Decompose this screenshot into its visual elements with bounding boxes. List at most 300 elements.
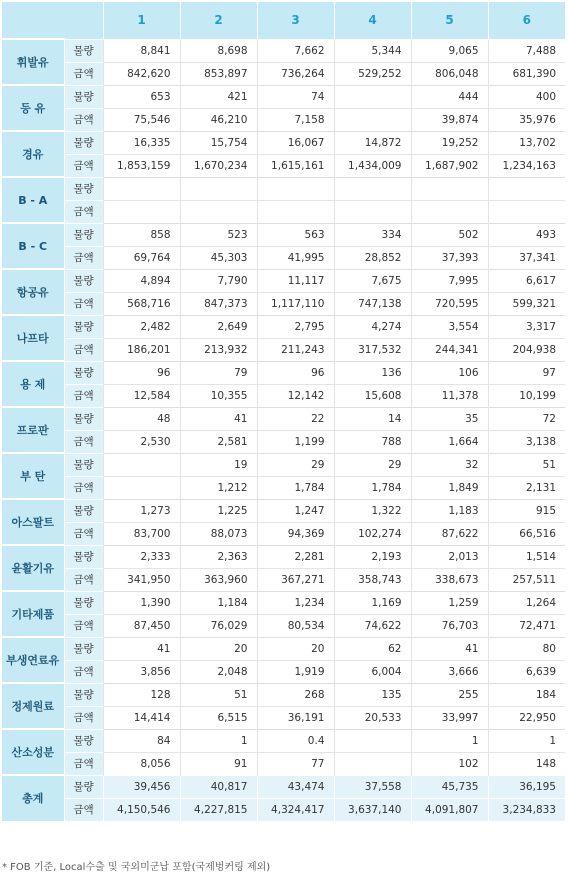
value-cell <box>103 453 180 476</box>
value-cell: 4,274 <box>334 315 411 338</box>
value-cell: 184 <box>488 683 565 706</box>
value-cell: 29 <box>334 453 411 476</box>
value-cell: 2,482 <box>103 315 180 338</box>
table-row <box>2 361 565 384</box>
value-cell: 1,225 <box>180 499 257 522</box>
value-cell: 204,938 <box>488 338 565 361</box>
product-name: 등 유 <box>2 85 64 131</box>
value-cell <box>180 177 257 200</box>
value-cell: 15,754 <box>180 131 257 154</box>
table-row <box>2 315 565 338</box>
table-row <box>2 453 565 476</box>
value-cell: 41 <box>411 637 488 660</box>
value-cell: 75,546 <box>103 108 180 131</box>
value-cell: 747,138 <box>334 292 411 315</box>
row-type-label: 금액 <box>64 706 103 729</box>
value-cell: 1,853,159 <box>103 154 180 177</box>
row-type-label: 물량 <box>64 223 103 246</box>
value-cell: 853,897 <box>180 62 257 85</box>
value-cell: 22,950 <box>488 706 565 729</box>
column-header: 5 <box>411 2 488 39</box>
value-cell: 186,201 <box>103 338 180 361</box>
value-cell: 6,004 <box>334 660 411 683</box>
table-row <box>2 430 565 453</box>
value-cell: 7,675 <box>334 269 411 292</box>
value-cell: 1 <box>488 729 565 752</box>
value-cell: 84 <box>103 729 180 752</box>
value-cell: 48 <box>103 407 180 430</box>
row-type-label: 물량 <box>64 775 103 798</box>
row-type-label: 물량 <box>64 499 103 522</box>
value-cell: 43,474 <box>257 775 334 798</box>
value-cell: 5,344 <box>334 39 411 62</box>
table-row <box>2 752 565 775</box>
value-cell: 72,471 <box>488 614 565 637</box>
value-cell <box>334 108 411 131</box>
value-cell: 6,639 <box>488 660 565 683</box>
value-cell: 28,852 <box>334 246 411 269</box>
value-cell: 1,664 <box>411 430 488 453</box>
value-cell: 66,516 <box>488 522 565 545</box>
column-header: 3 <box>257 2 334 39</box>
value-cell: 1,199 <box>257 430 334 453</box>
row-type-label: 금액 <box>64 200 103 223</box>
table-row <box>2 39 565 62</box>
value-cell: 88,073 <box>180 522 257 545</box>
table-row <box>2 476 565 499</box>
value-cell: 1,169 <box>334 591 411 614</box>
value-cell: 444 <box>411 85 488 108</box>
table-row <box>2 62 565 85</box>
value-cell: 14 <box>334 407 411 430</box>
value-cell: 4,894 <box>103 269 180 292</box>
value-cell: 3,666 <box>411 660 488 683</box>
value-cell: 338,673 <box>411 568 488 591</box>
value-cell: 1,919 <box>257 660 334 683</box>
value-cell: 41 <box>103 637 180 660</box>
product-name: 부생연료유 <box>2 637 64 683</box>
value-cell: 1,247 <box>257 499 334 522</box>
value-cell <box>334 85 411 108</box>
value-cell: 8,841 <box>103 39 180 62</box>
value-cell: 72 <box>488 407 565 430</box>
value-cell: 33,997 <box>411 706 488 729</box>
value-cell: 20 <box>257 637 334 660</box>
value-cell: 847,373 <box>180 292 257 315</box>
row-type-label: 물량 <box>64 637 103 660</box>
value-cell: 3,138 <box>488 430 565 453</box>
value-cell: 334 <box>334 223 411 246</box>
value-cell: 11,378 <box>411 384 488 407</box>
product-name: 총계 <box>2 775 64 821</box>
row-type-label: 금액 <box>64 154 103 177</box>
value-cell: 2,795 <box>257 315 334 338</box>
value-cell <box>488 177 565 200</box>
value-cell: 3,856 <box>103 660 180 683</box>
table-body <box>2 39 565 821</box>
table-row <box>2 384 565 407</box>
value-cell: 14,414 <box>103 706 180 729</box>
value-cell: 20,533 <box>334 706 411 729</box>
value-cell: 79 <box>180 361 257 384</box>
product-name: B - C <box>2 223 64 269</box>
row-type-label: 금액 <box>64 108 103 131</box>
header-row <box>2 2 565 39</box>
value-cell: 653 <box>103 85 180 108</box>
value-cell: 36,191 <box>257 706 334 729</box>
value-cell: 1,117,110 <box>257 292 334 315</box>
table-row <box>2 177 565 200</box>
value-cell: 96 <box>103 361 180 384</box>
value-cell: 211,243 <box>257 338 334 361</box>
row-type-label: 금액 <box>64 384 103 407</box>
value-cell: 1,434,009 <box>334 154 411 177</box>
product-name: 기타제품 <box>2 591 64 637</box>
value-cell: 35 <box>411 407 488 430</box>
table-row <box>2 683 565 706</box>
product-name: 정제원료 <box>2 683 64 729</box>
value-cell: 41 <box>180 407 257 430</box>
value-cell: 1,259 <box>411 591 488 614</box>
table-row <box>2 798 565 821</box>
value-cell: 6,617 <box>488 269 565 292</box>
value-cell: 529,252 <box>334 62 411 85</box>
value-cell: 39,456 <box>103 775 180 798</box>
value-cell: 7,995 <box>411 269 488 292</box>
value-cell: 94,369 <box>257 522 334 545</box>
value-cell: 37,341 <box>488 246 565 269</box>
product-name: 프로판 <box>2 407 64 453</box>
value-cell: 8,056 <box>103 752 180 775</box>
value-cell: 213,932 <box>180 338 257 361</box>
value-cell <box>257 177 334 200</box>
value-cell: 19,252 <box>411 131 488 154</box>
value-cell: 9,065 <box>411 39 488 62</box>
value-cell: 16,335 <box>103 131 180 154</box>
table-row <box>2 269 565 292</box>
value-cell: 45,735 <box>411 775 488 798</box>
row-type-label: 금액 <box>64 660 103 683</box>
row-type-label: 물량 <box>64 361 103 384</box>
value-cell: 22 <box>257 407 334 430</box>
product-name: 윤활기유 <box>2 545 64 591</box>
value-cell: 1,784 <box>257 476 334 499</box>
value-cell <box>103 177 180 200</box>
value-cell: 3,637,140 <box>334 798 411 821</box>
row-type-label: 물량 <box>64 131 103 154</box>
value-cell: 102 <box>411 752 488 775</box>
value-cell: 45,303 <box>180 246 257 269</box>
table-row <box>2 223 565 246</box>
table-row <box>2 706 565 729</box>
value-cell: 502 <box>411 223 488 246</box>
value-cell <box>257 200 334 223</box>
value-cell: 83,700 <box>103 522 180 545</box>
value-cell: 317,532 <box>334 338 411 361</box>
row-type-label: 물량 <box>64 545 103 568</box>
value-cell: 80,534 <box>257 614 334 637</box>
table-row <box>2 637 565 660</box>
row-type-label: 금액 <box>64 614 103 637</box>
value-cell: 12,584 <box>103 384 180 407</box>
value-cell: 1,234,163 <box>488 154 565 177</box>
value-cell: 244,341 <box>411 338 488 361</box>
product-name: 휘발유 <box>2 39 64 85</box>
value-cell: 736,264 <box>257 62 334 85</box>
value-cell: 1,184 <box>180 591 257 614</box>
value-cell: 128 <box>103 683 180 706</box>
header-corner <box>2 2 103 39</box>
table-row <box>2 522 565 545</box>
row-type-label: 금액 <box>64 798 103 821</box>
value-cell: 806,048 <box>411 62 488 85</box>
value-cell: 367,271 <box>257 568 334 591</box>
row-type-label: 물량 <box>64 269 103 292</box>
value-cell: 255 <box>411 683 488 706</box>
value-cell: 523 <box>180 223 257 246</box>
footnote: * FOB 기준, Local수출 및 국외미군납 포함(국제벙커링 제외) <box>2 862 271 873</box>
value-cell: 16,067 <box>257 131 334 154</box>
row-type-label: 물량 <box>64 683 103 706</box>
value-cell <box>334 177 411 200</box>
column-header: 4 <box>334 2 411 39</box>
row-type-label: 물량 <box>64 591 103 614</box>
value-cell <box>411 200 488 223</box>
export-data-table <box>2 2 565 821</box>
value-cell: 6,515 <box>180 706 257 729</box>
value-cell: 1,390 <box>103 591 180 614</box>
value-cell: 10,199 <box>488 384 565 407</box>
value-cell: 1,212 <box>180 476 257 499</box>
value-cell: 87,622 <box>411 522 488 545</box>
value-cell: 76,029 <box>180 614 257 637</box>
value-cell: 4,324,417 <box>257 798 334 821</box>
value-cell <box>334 729 411 752</box>
value-cell: 87,450 <box>103 614 180 637</box>
value-cell: 76,703 <box>411 614 488 637</box>
value-cell: 32 <box>411 453 488 476</box>
value-cell: 568,716 <box>103 292 180 315</box>
table-row <box>2 292 565 315</box>
value-cell: 858 <box>103 223 180 246</box>
table-row <box>2 660 565 683</box>
table-row <box>2 775 565 798</box>
value-cell: 1,514 <box>488 545 565 568</box>
value-cell: 1,849 <box>411 476 488 499</box>
value-cell: 1,273 <box>103 499 180 522</box>
value-cell: 421 <box>180 85 257 108</box>
product-name: 산소성분 <box>2 729 64 775</box>
value-cell: 720,595 <box>411 292 488 315</box>
value-cell: 10,355 <box>180 384 257 407</box>
value-cell: 842,620 <box>103 62 180 85</box>
row-type-label: 금액 <box>64 292 103 315</box>
row-type-label: 물량 <box>64 453 103 476</box>
table-row <box>2 499 565 522</box>
value-cell: 341,950 <box>103 568 180 591</box>
value-cell: 268 <box>257 683 334 706</box>
value-cell: 12,142 <box>257 384 334 407</box>
table-row <box>2 85 565 108</box>
value-cell <box>180 200 257 223</box>
value-cell: 29 <box>257 453 334 476</box>
product-name: 부 탄 <box>2 453 64 499</box>
value-cell: 3,234,833 <box>488 798 565 821</box>
value-cell: 74,622 <box>334 614 411 637</box>
value-cell: 46,210 <box>180 108 257 131</box>
value-cell: 40,817 <box>180 775 257 798</box>
value-cell: 257,511 <box>488 568 565 591</box>
value-cell <box>103 476 180 499</box>
table-row <box>2 131 565 154</box>
value-cell <box>411 177 488 200</box>
value-cell: 14,872 <box>334 131 411 154</box>
value-cell: 7,790 <box>180 269 257 292</box>
row-type-label: 물량 <box>64 315 103 338</box>
value-cell: 20 <box>180 637 257 660</box>
row-type-label: 금액 <box>64 522 103 545</box>
table-row <box>2 591 565 614</box>
row-type-label: 금액 <box>64 476 103 499</box>
row-type-label: 금액 <box>64 568 103 591</box>
row-type-label: 물량 <box>64 39 103 62</box>
product-name: 용 제 <box>2 361 64 407</box>
value-cell: 13,702 <box>488 131 565 154</box>
value-cell: 2,193 <box>334 545 411 568</box>
value-cell: 2,131 <box>488 476 565 499</box>
row-type-label: 물량 <box>64 729 103 752</box>
value-cell: 51 <box>180 683 257 706</box>
value-cell: 1,687,902 <box>411 154 488 177</box>
value-cell: 2,333 <box>103 545 180 568</box>
table-row <box>2 246 565 269</box>
value-cell: 135 <box>334 683 411 706</box>
value-cell: 35,976 <box>488 108 565 131</box>
value-cell: 915 <box>488 499 565 522</box>
value-cell: 51 <box>488 453 565 476</box>
value-cell: 4,091,807 <box>411 798 488 821</box>
value-cell: 358,743 <box>334 568 411 591</box>
value-cell: 37,393 <box>411 246 488 269</box>
value-cell <box>103 200 180 223</box>
value-cell: 1,784 <box>334 476 411 499</box>
value-cell: 363,960 <box>180 568 257 591</box>
value-cell: 681,390 <box>488 62 565 85</box>
value-cell: 3,554 <box>411 315 488 338</box>
value-cell: 74 <box>257 85 334 108</box>
value-cell: 563 <box>257 223 334 246</box>
value-cell: 7,662 <box>257 39 334 62</box>
table-row <box>2 338 565 361</box>
table-row <box>2 407 565 430</box>
value-cell: 36,195 <box>488 775 565 798</box>
value-cell: 102,274 <box>334 522 411 545</box>
row-type-label: 물량 <box>64 407 103 430</box>
column-header: 2 <box>180 2 257 39</box>
value-cell: 97 <box>488 361 565 384</box>
value-cell <box>334 752 411 775</box>
product-name: 나프타 <box>2 315 64 361</box>
value-cell: 41,995 <box>257 246 334 269</box>
value-cell: 2,048 <box>180 660 257 683</box>
value-cell: 69,764 <box>103 246 180 269</box>
table-row <box>2 729 565 752</box>
value-cell: 1,264 <box>488 591 565 614</box>
value-cell: 39,874 <box>411 108 488 131</box>
row-type-label: 금액 <box>64 430 103 453</box>
value-cell: 2,581 <box>180 430 257 453</box>
table-row <box>2 108 565 131</box>
value-cell: 599,321 <box>488 292 565 315</box>
value-cell <box>334 200 411 223</box>
value-cell: 788 <box>334 430 411 453</box>
column-header: 1 <box>103 2 180 39</box>
value-cell: 0.4 <box>257 729 334 752</box>
table-row <box>2 614 565 637</box>
value-cell: 77 <box>257 752 334 775</box>
value-cell: 2,530 <box>103 430 180 453</box>
value-cell: 1,234 <box>257 591 334 614</box>
value-cell: 7,488 <box>488 39 565 62</box>
value-cell: 2,281 <box>257 545 334 568</box>
value-cell: 2,649 <box>180 315 257 338</box>
value-cell: 1 <box>411 729 488 752</box>
table-row <box>2 545 565 568</box>
value-cell: 1,670,234 <box>180 154 257 177</box>
value-cell: 4,227,815 <box>180 798 257 821</box>
value-cell: 2,363 <box>180 545 257 568</box>
value-cell: 1,615,161 <box>257 154 334 177</box>
value-cell: 1,183 <box>411 499 488 522</box>
value-cell: 96 <box>257 361 334 384</box>
value-cell <box>488 200 565 223</box>
value-cell: 106 <box>411 361 488 384</box>
value-cell: 1,322 <box>334 499 411 522</box>
value-cell: 136 <box>334 361 411 384</box>
product-name: B - A <box>2 177 64 223</box>
product-name: 항공유 <box>2 269 64 315</box>
value-cell: 80 <box>488 637 565 660</box>
table-row <box>2 200 565 223</box>
value-cell: 493 <box>488 223 565 246</box>
row-type-label: 금액 <box>64 752 103 775</box>
value-cell: 91 <box>180 752 257 775</box>
value-cell: 2,013 <box>411 545 488 568</box>
value-cell: 148 <box>488 752 565 775</box>
product-name: 경유 <box>2 131 64 177</box>
row-type-label: 금액 <box>64 246 103 269</box>
value-cell: 15,608 <box>334 384 411 407</box>
value-cell: 400 <box>488 85 565 108</box>
value-cell: 1 <box>180 729 257 752</box>
product-name: 아스팔트 <box>2 499 64 545</box>
row-type-label: 물량 <box>64 85 103 108</box>
row-type-label: 물량 <box>64 177 103 200</box>
column-header: 6 <box>488 2 565 39</box>
value-cell: 4,150,546 <box>103 798 180 821</box>
value-cell: 8,698 <box>180 39 257 62</box>
table-row <box>2 568 565 591</box>
value-cell: 37,558 <box>334 775 411 798</box>
row-type-label: 금액 <box>64 338 103 361</box>
value-cell: 11,117 <box>257 269 334 292</box>
value-cell: 62 <box>334 637 411 660</box>
value-cell: 7,158 <box>257 108 334 131</box>
value-cell: 3,317 <box>488 315 565 338</box>
value-cell: 19 <box>180 453 257 476</box>
table-row <box>2 154 565 177</box>
export-table-container <box>2 2 565 821</box>
